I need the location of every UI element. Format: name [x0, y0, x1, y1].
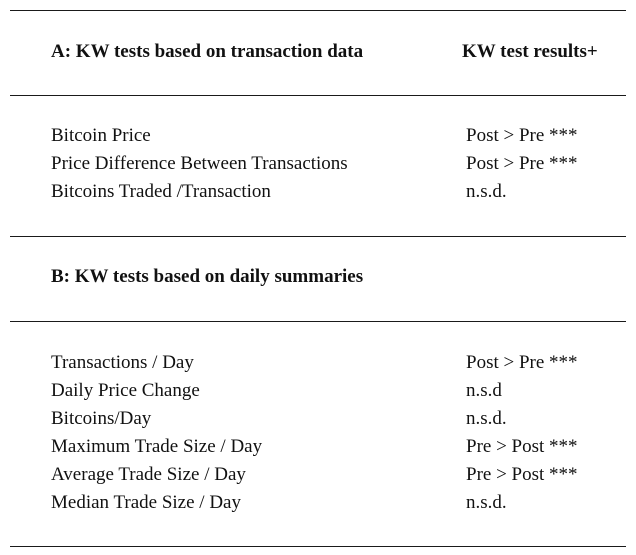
row-label: Average Trade Size / Day [51, 464, 246, 485]
table-bottom-rule [10, 546, 626, 547]
table-row [0, 435, 636, 459]
row-label: Bitcoin Price [51, 125, 151, 146]
row-result: n.s.d. [466, 492, 507, 513]
table-row [0, 463, 636, 487]
results-column-heading: KW test results+ [462, 41, 598, 62]
panel-b-heading: B: KW tests based on daily summaries [51, 266, 364, 287]
row-result: Post > Pre *** [466, 352, 578, 373]
table-row [0, 407, 636, 431]
panel-a-heading: A: KW tests based on transaction data [51, 41, 364, 62]
row-label: Transactions / Day [51, 352, 194, 373]
row-label: Daily Price Change [51, 380, 200, 401]
row-result: Post > Pre *** [466, 125, 578, 146]
table-row [0, 491, 636, 515]
panel-b-header-rule [10, 321, 626, 322]
row-label: Bitcoins Traded /Transaction [51, 181, 271, 202]
row-label: Price Difference Between Transactions [51, 153, 348, 174]
table-row [0, 180, 636, 204]
row-result: n.s.d. [466, 181, 507, 202]
row-result: Pre > Post *** [466, 464, 578, 485]
row-result: Pre > Post *** [466, 436, 578, 457]
row-result: n.s.d [466, 380, 502, 401]
panel-a-header-rule [10, 95, 626, 96]
row-label: Bitcoins/Day [51, 408, 152, 429]
table-row [0, 351, 636, 375]
table-row [0, 124, 636, 148]
table-row [0, 152, 636, 176]
table-row [0, 379, 636, 403]
table-top-rule [10, 10, 626, 11]
row-label: Maximum Trade Size / Day [51, 436, 263, 457]
row-result: Post > Pre *** [466, 153, 578, 174]
panel-divider-rule [10, 236, 626, 237]
row-result: n.s.d. [466, 408, 507, 429]
row-label: Median Trade Size / Day [51, 492, 241, 513]
